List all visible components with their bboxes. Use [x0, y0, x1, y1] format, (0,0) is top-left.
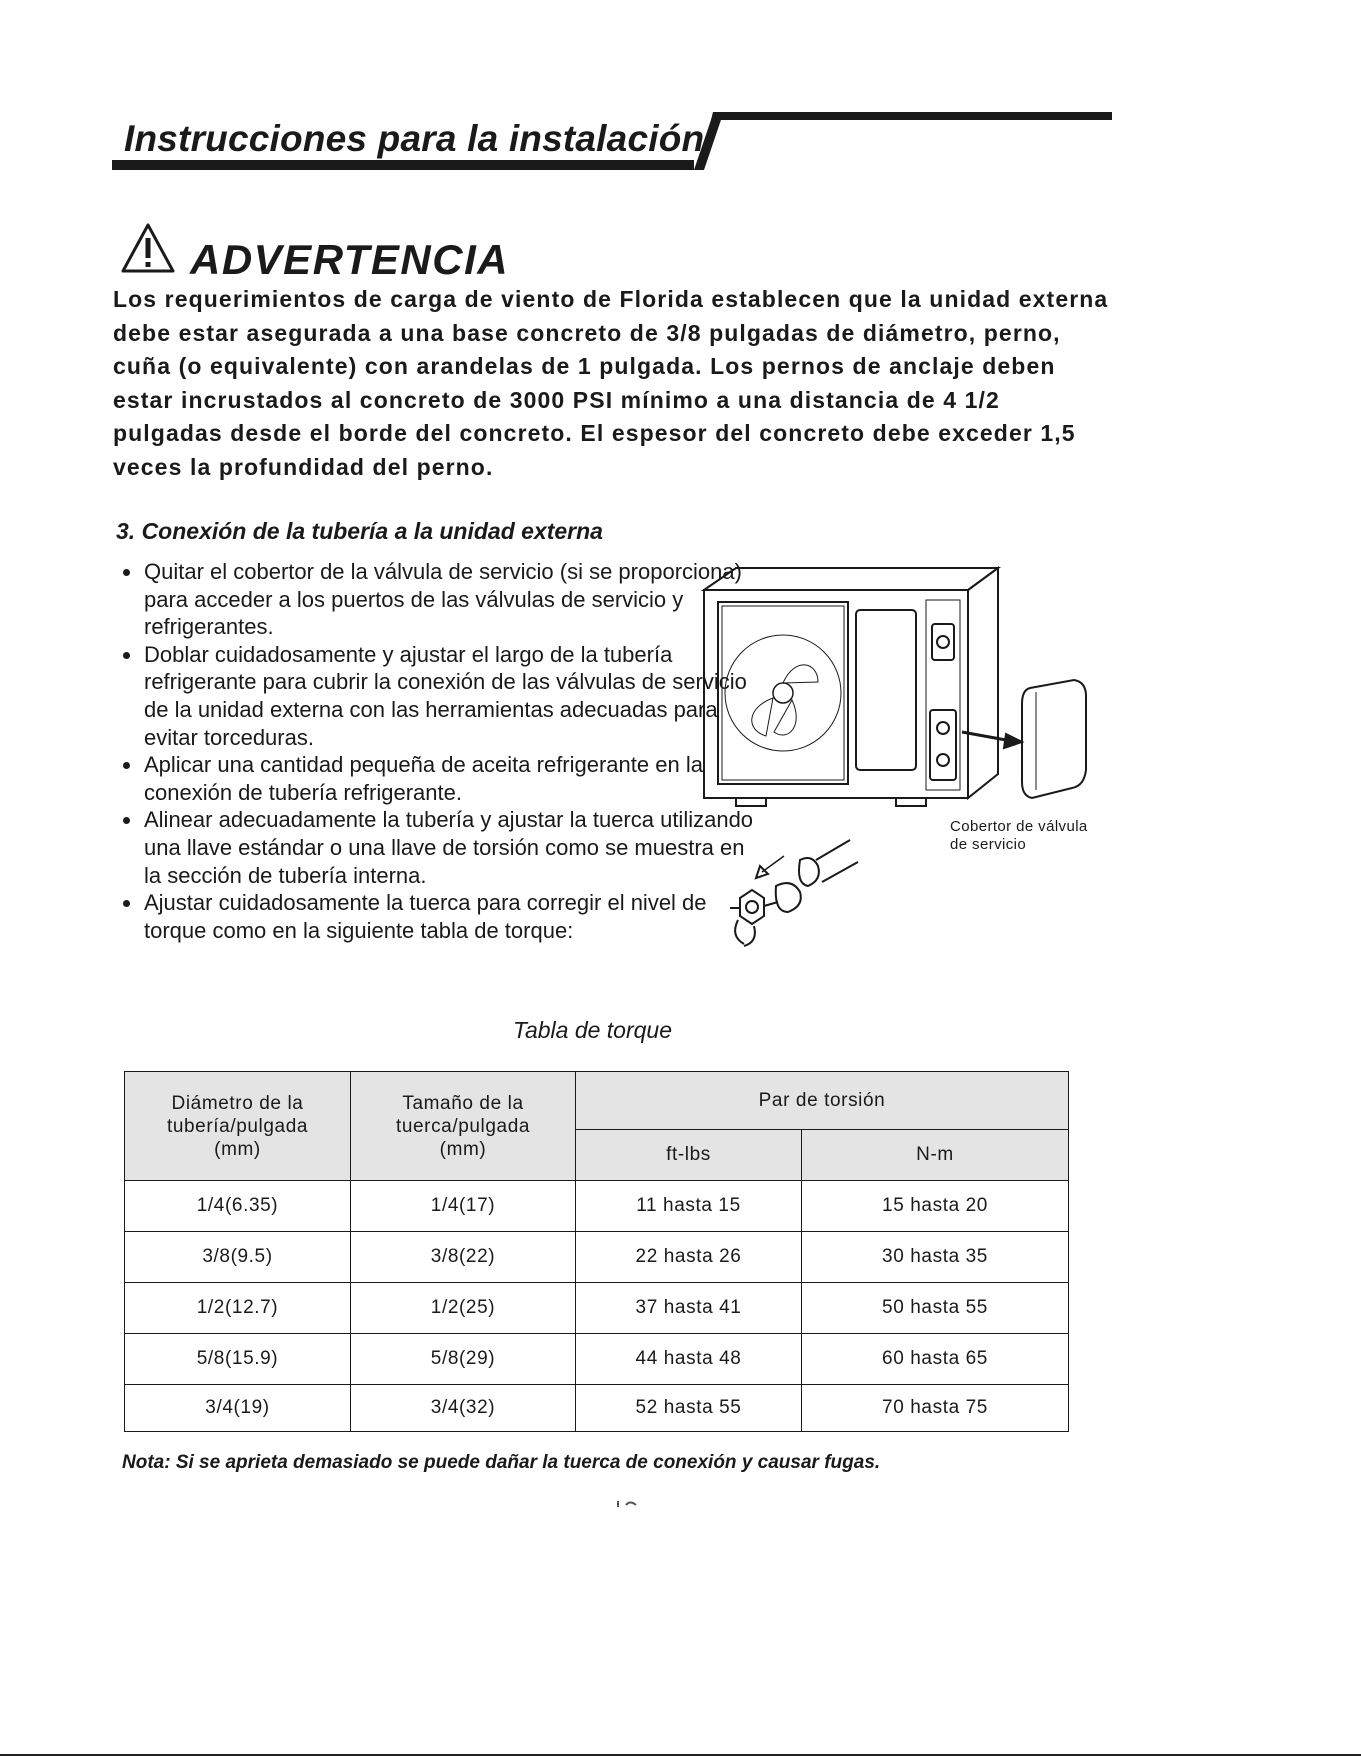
header-line: Diámetro de la	[171, 1092, 304, 1114]
header-line: (mm)	[439, 1138, 487, 1160]
table-cell: 50 hasta 55	[802, 1283, 1069, 1334]
steps-list	[120, 558, 760, 944]
table-cell: 5/8(29)	[351, 1334, 576, 1385]
header-nut-size	[351, 1072, 576, 1181]
table-title: Tabla de torque	[513, 1017, 673, 1043]
table-cell: 3/8(9.5)	[125, 1232, 351, 1283]
table-cell: 15 hasta 20	[802, 1181, 1069, 1232]
table-cell: 3/8(22)	[351, 1232, 576, 1283]
table-cell: 70 hasta 75	[802, 1385, 1069, 1432]
outdoor-unit-illustration	[700, 560, 1130, 980]
table-cell: 60 hasta 65	[802, 1334, 1069, 1385]
header-line: (mm)	[214, 1138, 261, 1160]
table-cell: 22 hasta 26	[576, 1232, 802, 1283]
list-item: Ajustar cuidadosamente la tuerca para corregir el nivel de torque como en la siguiente tabla de torque:	[120, 889, 760, 944]
header-line: Tamaño de la	[402, 1092, 524, 1114]
table-cell: 1/4(17)	[351, 1181, 576, 1232]
section-heading: 3. Conexión de la tubería a la unidad externa	[116, 518, 603, 544]
table-row	[125, 1334, 1069, 1385]
table-cell: 44 hasta 48	[576, 1334, 802, 1385]
table-cell: 3/4(32)	[351, 1385, 576, 1432]
header-nm: N-m	[802, 1130, 1069, 1181]
figure-caption-line: Cobertor de válvula	[950, 818, 1088, 835]
warning-title: ADVERTENCIA	[190, 236, 510, 283]
warning-triangle-icon	[120, 222, 176, 274]
list-item: Doblar cuidadosamente y ajustar el largo de la tubería refrigerante para cubrir la conexión de las válvulas de servicio de la unidad externa con las herramientas adecuadas para evitar torceduras.	[120, 641, 760, 751]
page-number-fragment	[612, 1497, 642, 1507]
list-item: Aplicar una cantidad pequeña de aceita refrigerante en la conexión de tubería refrigerante.	[120, 751, 760, 806]
table-row	[125, 1385, 1069, 1432]
table-row	[125, 1181, 1069, 1232]
table-cell: 3/4(19)	[125, 1385, 351, 1432]
table-cell: 30 hasta 35	[802, 1232, 1069, 1283]
table-row	[125, 1283, 1069, 1334]
table-cell: 11 hasta 15	[576, 1181, 802, 1232]
figure-caption	[950, 818, 1088, 854]
table-cell: 5/8(15.9)	[125, 1334, 351, 1385]
bottom-rule	[0, 1754, 1361, 1756]
table-cell: 1/4(6.35)	[125, 1181, 351, 1232]
header-line: tuerca/pulgada	[395, 1115, 531, 1137]
torque-table	[124, 1071, 1069, 1432]
table-cell: 37 hasta 41	[576, 1283, 802, 1334]
warning-text: Los requerimientos de carga de viento de Florida establecen que la unidad externa debe estar asegurada a una base concreto de 3/8 pulgadas de diámetro, perno, cuña (o equivalente) con arandelas de 1 pulgada. Los pernos de anclaje deben estar incrustados al concreto de 3000 PSI mínimo a una distancia de 4 1/2 pulgadas desde el borde del concreto. El espesor del concreto debe exceder 1,5 veces la profundidad del perno.	[113, 286, 1109, 480]
header-pipe-diameter	[125, 1072, 351, 1181]
table-cell: 52 hasta 55	[576, 1385, 802, 1432]
figure-caption-line: de servicio	[950, 836, 1027, 853]
header-torque: Par de torsión	[576, 1072, 1069, 1130]
table-row	[125, 1232, 1069, 1283]
list-item: Quitar el cobertor de la válvula de servicio (si se proporciona) para acceder a los puertos de las válvulas de servicio y refrigerantes.	[120, 558, 760, 641]
table-cell: 1/2(12.7)	[125, 1283, 351, 1334]
header-ftlbs: ft-lbs	[576, 1130, 802, 1181]
header-line: tubería/pulgada	[166, 1115, 309, 1137]
list-item: Alinear adecuadamente la tubería y ajustar la tuerca utilizando una llave estándar o una llave de torsión como se muestra en la sección de tubería interna.	[120, 806, 760, 889]
page-title: Instrucciones para la instalación	[124, 118, 705, 159]
table-cell: 1/2(25)	[351, 1283, 576, 1334]
table-note: Nota: Si se aprieta demasiado se puede dañar la tuerca de conexión y causar fugas.	[122, 1452, 881, 1473]
